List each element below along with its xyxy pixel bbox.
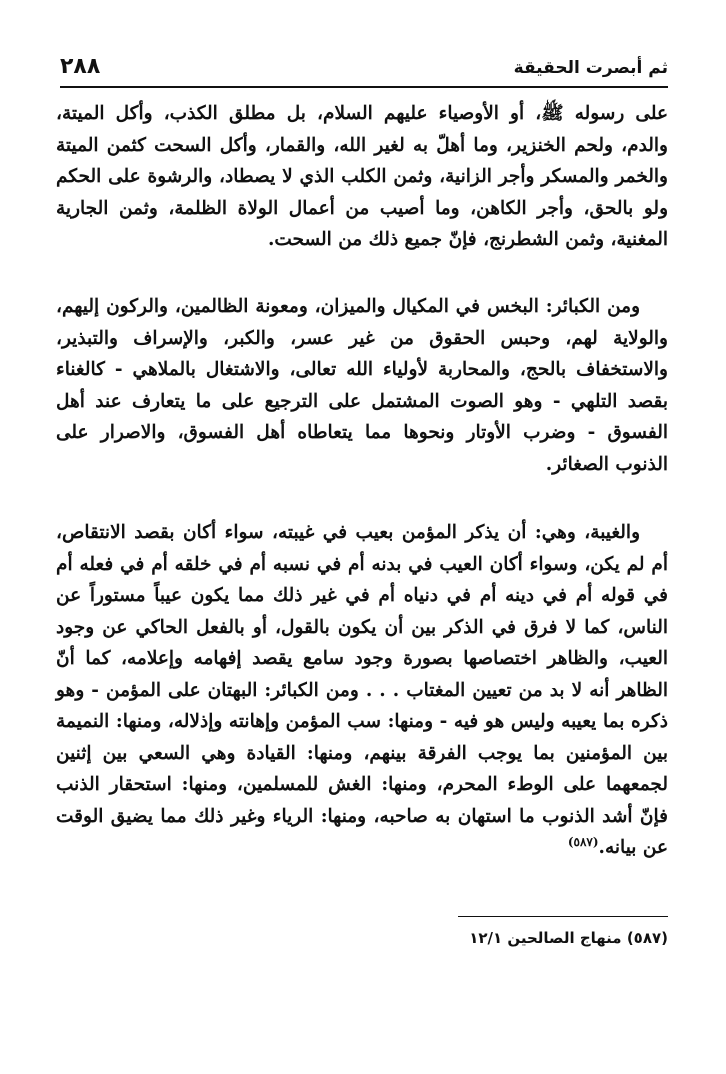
paragraph-1 [56, 98, 668, 256]
footnote-reference[interactable]: (٥٨٧) [567, 834, 599, 849]
running-header [60, 52, 668, 88]
paragraph-3 [56, 517, 668, 864]
footnote: (٥٨٧) منهاج الصالحين ١٢/١ [469, 929, 668, 947]
paragraph-2-text: ومن الكبائر: البخس في المكيال والميزان، ومعونة الظالمين، والركون إليهم، والولاية لهم، وحبس الحقوق من غير عسر، والكبر، والإسراف والتبذير، والاستخفاف بالحج، والمحاربة لأولياء الله تعالى، والاشتغال بالملاهي - كالغناء بقصد التلهي - وهو الصوت المشتمل على الترجيع على ما يتعارف عند أهل الفسوق - وضرب الأوتار ونحوها مما يتعاطاه أهل الفسوق، والاصرار على الذنوب الصغائر. [56, 296, 668, 475]
paragraph-2 [56, 291, 668, 480]
paragraph-3-container [56, 517, 668, 864]
header-title: ثم أبصرت الحقيقة [513, 58, 668, 78]
paragraph-3-text: والغيبة، وهي: أن يذكر المؤمن بعيب في غيبته، سواء أكان بقصد الانتقاص، أم لم يكن، وسواء أكان العيب في بدنه أم في نسبه أم في خلقه أم في فعله أم في قوله أم في دينه أم في دنياه أم في غير ذلك مما يكون عيباً مستوراً عن الناس، كما لا فرق في الذكر بين أن يكون بالقول، أو بالفعل الحاكي عن وجود العيب، والظاهر اختصاصها بصورة وجود سامع يقصد إفهامه وإعلامه، كما أنّ الظاهر أنه لا بد من تعيين المغتاب . . . ومن الكبائر: البهتان على المؤمن - وهو ذكره بما يعيبه وليس هو فيه - ومنها: سب المؤمن وإهانته وإذلاله، ومنها: النميمة بين المؤمنين بما يوجب الفرقة بينهم، ومنها: القيادة وهي السعي بين إثنين لجمعهما على الوطء المحرم، ومنها: الغش للمسلمين، ومنها: استحقار الذنب فإنّ أشد الذنوب ما استهان به صاحبه، ومنها: الرياء وغير ذلك مما يضيق الوقت عن بيانه. [56, 522, 668, 858]
paragraph-1-text: على رسوله ﷺ، أو الأوصياء عليهم السلام، بل مطلق الكذب، وأكل الميتة، والدم، ولحم الخنزير، وما أهلّ به لغير الله، والقمار، وأكل السحت كثمن الميتة والخمر والمسكر وأجر الزانية، وثمن الكلب الذي لا يصطاد، والرشوة على الحكم ولو بالحق، وأجر الكاهن، وما أصيب من أعمال الولاة الظلمة، وثمن الجارية المغنية، وثمن الشطرنج، فإنّ جميع ذلك من السحت. [56, 103, 668, 250]
footnote-divider [458, 916, 668, 917]
page-number: ٢٨٨ [60, 54, 101, 79]
